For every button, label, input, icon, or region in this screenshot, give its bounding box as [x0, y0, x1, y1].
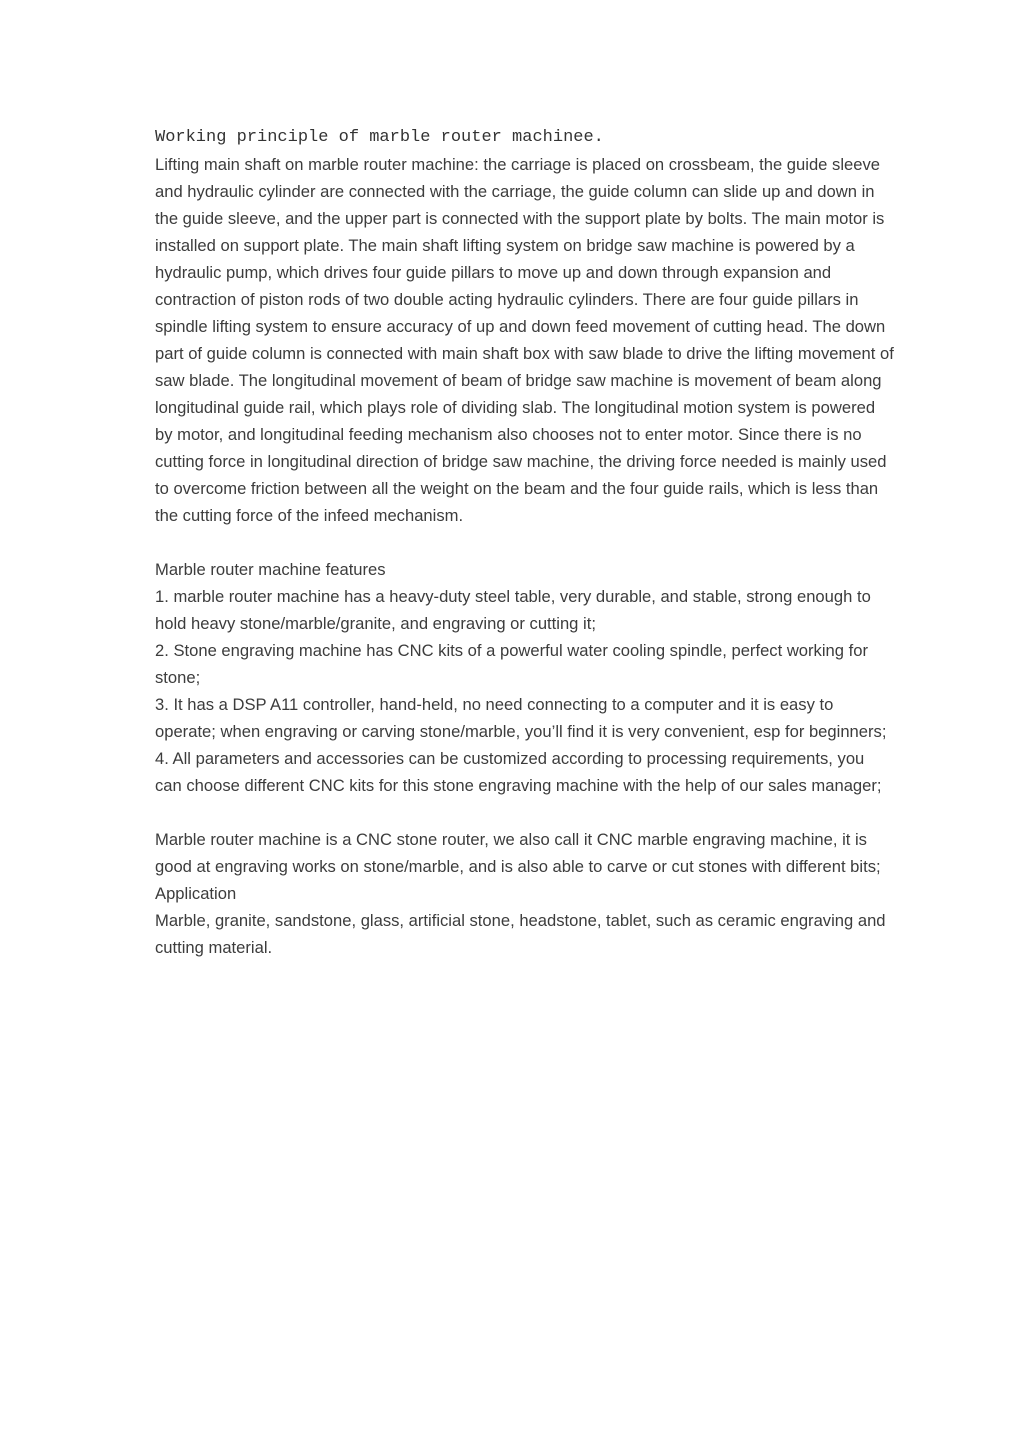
feature-item-2: 2. Stone engraving machine has CNC kits of a powerful water cooling spindle, perfect working for stone;	[155, 641, 868, 687]
feature-item-4: 4. All parameters and accessories can be customized according to processing requirements, you can choose different CNC kits for this stone engraving machine with the help of our sales manager;	[155, 749, 882, 795]
paragraph-spacer	[155, 529, 895, 556]
document-body	[155, 124, 895, 961]
features-heading: Marble router machine features	[155, 560, 386, 579]
summary-paragraph: Marble router machine is a CNC stone router, we also call it CNC marble engraving machine, it is good at engraving works on stone/marble, and is also able to carve or cut stones with different bits;	[155, 830, 881, 876]
intro-paragraph: Lifting main shaft on marble router machine: the carriage is placed on crossbeam, the guide sleeve and hydraulic cylinder are connected with the carriage, the guide column can slide up and down in the guide sleeve, and the upper part is connected with the support plate by bolts. The main motor is installed on support plate. The main shaft lifting system on bridge saw machine is powered by a hydraulic pump, which drives four guide pillars to move up and down through expansion and contraction of piston rods of two double acting hydraulic cylinders. There are four guide pillars in spindle lifting system to ensure accuracy of up and down feed movement of cutting head. The down part of guide column is connected with main shaft box with saw blade to drive the lifting movement of saw blade. The longitudinal movement of beam of bridge saw machine is movement of beam along longitudinal guide rail, which plays role of dividing slab. The longitudinal motion system is powered by motor, and longitudinal feeding mechanism also chooses not to enter motor. Since there is no cutting force in longitudinal direction of bridge saw machine, the driving force needed is mainly used to overcome friction between all the weight on the beam and the four guide rails, which is less than the cutting force of the infeed mechanism.	[155, 155, 894, 525]
document-title: Working principle of marble router machinee.	[155, 128, 604, 147]
application-heading: Application	[155, 884, 237, 903]
paragraph-spacer	[155, 799, 895, 826]
feature-item-1: 1. marble router machine has a heavy-duty steel table, very durable, and stable, strong enough to hold heavy stone/marble/granite, and engraving or cutting it;	[155, 587, 871, 633]
feature-item-3: 3. It has a DSP A11 controller, hand-held, no need connecting to a computer and it is easy to operate; when engraving or carving stone/marble, you’ll find it is very convenient, esp for beginners;	[155, 695, 887, 741]
application-text: Marble, granite, sandstone, glass, artificial stone, headstone, tablet, such as ceramic engraving and cutting material.	[155, 911, 886, 957]
